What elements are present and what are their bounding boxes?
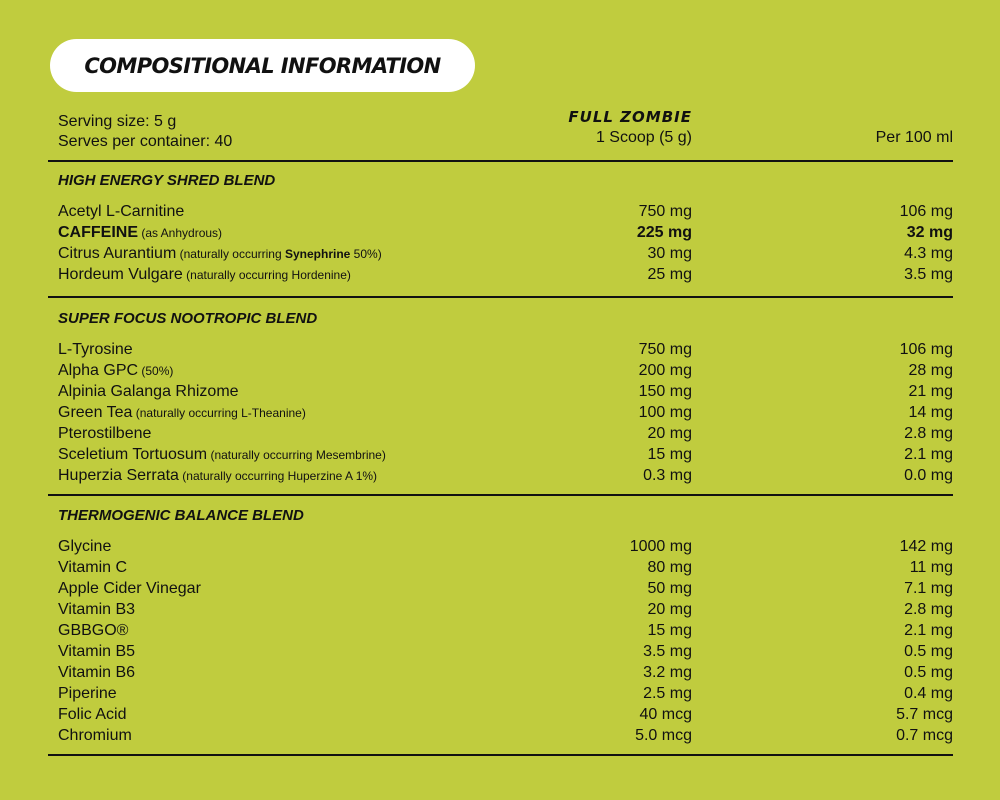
ingredient-name: Acetyl L-Carnitine [58, 203, 185, 220]
ingredient-row [58, 557, 953, 578]
ingredient-name: Glycine [58, 538, 112, 555]
amount-per-scoop: 150 mg [638, 383, 692, 400]
ingredient-name: Apple Cider Vinegar [58, 580, 201, 597]
amount-per-100ml: 21 mg [908, 383, 953, 400]
ingredient-row [58, 264, 953, 285]
ingredient-row [58, 683, 953, 704]
amount-per-scoop: 30 mg [647, 245, 692, 262]
ingredient-row [58, 536, 953, 557]
ingredient-row [58, 360, 953, 381]
ingredient-name: Hordeum Vulgare (naturally occurring Hordenine) [58, 266, 351, 283]
column-header-scoop: 1 Scoop (5 g) [595, 129, 692, 146]
ingredient-note: (naturally occurring Synephrine 50%) [176, 247, 382, 261]
amount-per-100ml: 7.1 mg [904, 580, 953, 597]
ingredient-name: GBBGO® [58, 622, 129, 639]
amount-per-scoop: 200 mg [638, 362, 692, 379]
ingredient-row [58, 578, 953, 599]
ingredient-name: Vitamin B6 [58, 664, 136, 681]
amount-per-100ml: 2.8 mg [904, 425, 953, 442]
ingredient-name: Alpinia Galanga Rhizome [58, 383, 239, 400]
ingredient-note: (as Anhydrous) [138, 226, 223, 240]
ingredient-row [58, 599, 953, 620]
ingredient-name: Piperine [58, 685, 117, 702]
amount-per-scoop: 20 mg [647, 425, 692, 442]
amount-per-scoop: 15 mg [647, 622, 692, 639]
amount-per-scoop: 225 mg [636, 224, 692, 241]
ingredient-row [58, 222, 953, 243]
ingredient-note: (50%) [138, 364, 174, 378]
ingredient-name: L-Tyrosine [58, 341, 133, 358]
divider [48, 494, 953, 496]
ingredient-name: Alpha GPC (50%) [58, 362, 174, 379]
ingredient-note: (naturally occurring Hordenine) [182, 268, 351, 282]
ingredient-row [58, 402, 953, 423]
amount-per-scoop: 750 mg [638, 203, 692, 220]
blend-section [58, 309, 953, 486]
amount-per-scoop: 5.0 mcg [635, 727, 692, 744]
amount-per-scoop: 50 mg [647, 580, 692, 597]
amount-per-100ml: 5.7 mcg [896, 706, 953, 723]
amount-per-100ml: 2.1 mg [904, 446, 953, 463]
amount-per-100ml: 0.5 mg [904, 643, 953, 660]
amount-per-scoop: 750 mg [638, 341, 692, 358]
ingredient-row [58, 465, 953, 486]
amount-per-100ml: 0.0 mg [904, 467, 953, 484]
section-title: HIGH ENERGY SHRED BLEND [58, 172, 276, 189]
amount-per-100ml: 0.4 mg [904, 685, 953, 702]
amount-per-scoop: 3.2 mg [643, 664, 692, 681]
ingredient-row [58, 725, 953, 746]
amount-per-100ml: 3.5 mg [904, 266, 953, 283]
amount-per-scoop: 20 mg [647, 601, 692, 618]
amount-per-scoop: 15 mg [647, 446, 692, 463]
amount-per-100ml: 2.8 mg [904, 601, 953, 618]
amount-per-100ml: 4.3 mg [904, 245, 953, 262]
ingredient-row [58, 704, 953, 725]
title-badge [50, 39, 475, 92]
serves-per-container: Serves per container: 40 [58, 133, 233, 150]
column-header-per-100ml: Per 100 ml [875, 129, 953, 146]
ingredient-name: Chromium [58, 727, 132, 744]
amount-per-scoop: 25 mg [647, 266, 692, 283]
serving-size: Serving size: 5 g [58, 113, 177, 130]
ingredient-note: (naturally occurring L-Theanine) [132, 406, 306, 420]
amount-per-scoop: 40 mcg [639, 706, 692, 723]
divider [48, 754, 953, 756]
amount-per-100ml: 0.7 mcg [896, 727, 953, 744]
serving-info [58, 112, 232, 152]
ingredient-name: Vitamin B3 [58, 601, 136, 618]
amount-per-100ml: 2.1 mg [904, 622, 953, 639]
blend-section [58, 506, 953, 746]
amount-per-100ml: 32 mg [906, 224, 953, 241]
amount-per-100ml: 106 mg [899, 203, 953, 220]
amount-per-scoop: 1000 mg [629, 538, 692, 555]
blend-section [58, 171, 953, 285]
ingredient-row [58, 423, 953, 444]
ingredient-name: CAFFEINE (as Anhydrous) [58, 224, 223, 241]
amount-per-100ml: 106 mg [899, 341, 953, 358]
amount-per-100ml: 11 mg [909, 559, 953, 576]
ingredient-row [58, 381, 953, 402]
ingredient-note: (naturally occurring Huperzine A 1%) [178, 469, 378, 483]
ingredient-name: Vitamin C [58, 559, 128, 576]
ingredient-row [58, 620, 953, 641]
ingredient-name: Citrus Aurantium (naturally occurring Synephrine 50%) [58, 245, 382, 262]
ingredient-row [58, 243, 953, 264]
page-title: COMPOSITIONAL INFORMATION [84, 53, 441, 78]
amount-per-100ml: 14 mg [908, 404, 953, 421]
ingredient-name: Vitamin B5 [58, 643, 136, 660]
amount-per-100ml: 0.5 mg [904, 664, 953, 681]
amount-per-scoop: 100 mg [638, 404, 692, 421]
amount-per-scoop: 0.3 mg [643, 467, 692, 484]
amount-per-100ml: 28 mg [908, 362, 953, 379]
ingredient-note: (naturally occurring Mesembrine) [207, 448, 386, 462]
ingredient-row [58, 641, 953, 662]
section-title: THERMOGENIC BALANCE BLEND [58, 507, 304, 524]
amount-per-scoop: 3.5 mg [643, 643, 692, 660]
amount-per-100ml: 142 mg [899, 538, 953, 555]
divider [48, 296, 953, 298]
ingredient-row [58, 444, 953, 465]
ingredient-name: Folic Acid [58, 706, 127, 723]
section-title: SUPER FOCUS NOOTROPIC BLEND [58, 310, 318, 327]
amount-per-scoop: 2.5 mg [643, 685, 692, 702]
ingredient-name: Pterostilbene [58, 425, 152, 442]
product-name: FULL ZOMBIE [568, 108, 692, 126]
divider [48, 160, 953, 162]
ingredient-row [58, 339, 953, 360]
ingredient-name: Sceletium Tortuosum (naturally occurring Mesembrine) [58, 446, 386, 463]
ingredient-name: Huperzia Serrata (naturally occurring Huperzine A 1%) [58, 467, 378, 484]
ingredient-row [58, 201, 953, 222]
amount-per-scoop: 80 mg [647, 559, 692, 576]
ingredient-name: Green Tea (naturally occurring L-Theanine) [58, 404, 306, 421]
ingredient-row [58, 662, 953, 683]
table-header [58, 108, 953, 160]
